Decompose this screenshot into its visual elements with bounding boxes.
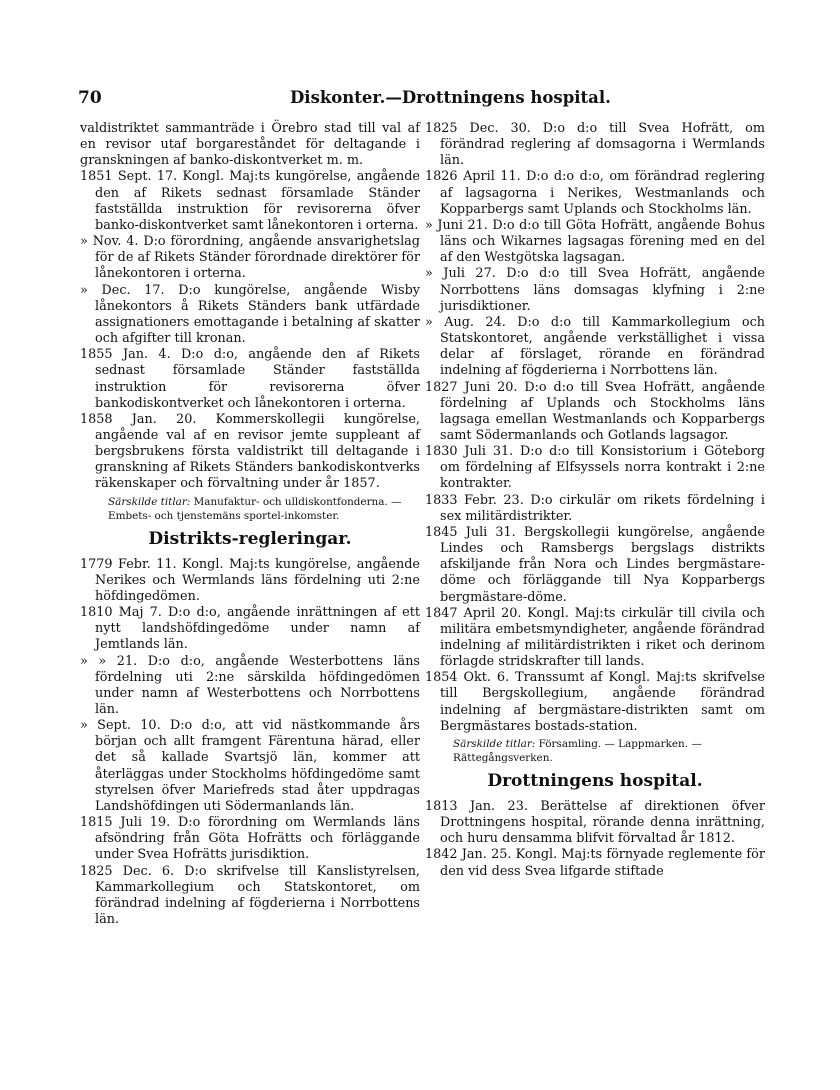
section-heading-drottningens-hospital: Drottningens hospital. <box>487 770 703 791</box>
see-also-note <box>80 495 420 523</box>
see-also-note <box>425 737 765 765</box>
entry-1851-dec-17: » Dec. 17. D:o kungörelse, angående Wisby lånekontors å Rikets Ständers bank utfärdade assignationers emottagande i betalning af skatter och afgifter till kronan. <box>80 282 420 347</box>
entry-1842-jan-25: 1842 Jan. 25. Kongl. Maj:ts förnyade reglemente för den vid dess Svea lifgarde stiftade <box>425 847 765 879</box>
see-also-text: Församling. — Lappmarken. — Rättegångsverken. <box>453 737 702 764</box>
entry-1825-dec-6: 1825 Dec. 6. D:o skrifvelse till Kanslistyrelsen, Kammarkollegium och Statskontoret, om förändrad indelning af fögderierna i Norrbottens län. <box>80 863 420 928</box>
section-heading-distrikts-regleringar: Distrikts-regleringar. <box>148 528 352 549</box>
entry-1851-nov-4: » Nov. 4. D:o förordning, angående ansvarighetslag för de af Rikets Ständer förordnade direktörer för lånekontoren i orterna. <box>80 234 420 282</box>
entry-1830-juli-31: 1830 Juli 31. D:o d:o till Konsistorium i Göteborg om fördelning af Elfsyssels norra kontrakt i 2:ne kontrakter. <box>425 444 765 492</box>
entry-1825-dec-30: 1825 Dec. 30. D:o d:o till Svea Hofrätt, om förändrad reglering af domsagorna i Wermlands län. <box>425 121 765 169</box>
entry-continuation: valdistriktet sammanträde i Örebro stad till val af en revisor utaf borgareståndet för deltagande i granskningen af banko-diskontverket m. m. <box>80 121 420 169</box>
entry-1845-juli-31: 1845 Juli 31. Bergskollegii kungörelse, angående Lindes och Ramsbergs bergslags distrikts afskiljande från Nora och Lindes bergmästare-döme och förläggande till Nya Kopparbergs bergmästare-döme. <box>425 524 765 605</box>
entry-1826-juni-21: » Juni 21. D:o d:o till Göta Hofrätt, angående Bohus läns och Wikarnes lagsagas förening med en del af den Westgötska lagsagan. <box>425 217 765 266</box>
see-also-text: Manufaktur- och ulldiskontfonderna. — Embets- och tjenstemäns sportel-inkomster. <box>108 495 402 522</box>
entry-1826-juli-27: » Juli 27. D:o d:o till Svea Hofrätt, angående Norrbottens läns domsagas klyfning i 2:ne jurisdiktioner. <box>425 266 765 314</box>
entry-1858-jan-20: 1858 Jan. 20. Kommerskollegii kungörelse, angående val af en revisor jemte suppleant af bergsbrukens första valdistrikt till deltagande i granskning af Rikets Ständers bankodiskontverks räkenskaper och förvaltning under år 1857. <box>80 411 420 492</box>
entry-1854-okt-6: 1854 Okt. 6. Transsumt af Kongl. Maj:ts skrifvelse till Bergskollegium, angående förändrad indelning af bergmästare-distrikten samt om Bergmästares bostads-station. <box>425 670 765 734</box>
entry-1810-maj-21: » » 21. D:o d:o, angående Westerbottens läns fördelning uti 2:ne särskilda höfdingedömen under namn af Westerbottens och Norrbottens län. <box>80 653 420 717</box>
running-title: Diskonter.—Drottningens hospital. <box>290 88 611 107</box>
page-number: 70 <box>78 88 102 108</box>
entry-1827-juni-20: 1827 Juni 20. D:o d:o till Svea Hofrätt, angående fördelning af Uplands och Stockholms läns lagsaga emellan Westmanlands och Kopparbergs samt Södermanlands och Gotlands lagsagor. <box>425 379 765 443</box>
entry-1815-juli-19: 1815 Juli 19. D:o förordning om Wermlands läns afsöndring från Göta Hofrätts och förläggande under Svea Hofrätts jurisdiktion. <box>80 815 420 863</box>
left-column <box>80 121 420 928</box>
see-also-label: Särskilde titlar: <box>108 495 191 508</box>
entry-1813-jan-23: 1813 Jan. 23. Berättelse af direktionen öfver Drottningens hospital, rörande denna inrättning, och huru densamma blifvit förvaltad år 1812. <box>425 798 765 847</box>
entry-1833-febr-23: 1833 Febr. 23. D:o cirkulär om rikets fördelning i sex militärdistrikter. <box>425 492 765 524</box>
entry-1810-sept-10: » Sept. 10. D:o d:o, att vid nästkommande års början och allt framgent Färentuna härad, eller det så kallade Svartsjö län, kommer att återläggas under Stockholms höfdingedöme samt styrelsen öfver Mariefreds stad åter uppdragas Landshöfdingen uti Södermanlands län. <box>80 718 420 814</box>
entry-1779-febr-11: 1779 Febr. 11. Kongl. Maj:ts kungörelse, angående Nerikes och Wermlands läns fördelning uti 2:ne höfdingedömen. <box>80 556 420 604</box>
entry-1826-aug-24: » Aug. 24. D:o d:o till Kammarkollegium och Statskontoret, angående verkställighet i vissa delar af förslaget, rörande en förändrad indelning af fögderierna i Norrbottens län. <box>425 314 765 379</box>
right-column <box>425 121 765 880</box>
see-also-label: Särskilde titlar: <box>453 737 536 750</box>
entry-1855-jan-4: 1855 Jan. 4. D:o d:o, angående den af Rikets sednast församlade Ständer fastställda instruktion för revisorerna öfver bankodiskontverket och lånekontoren i orterna. <box>80 347 420 411</box>
entry-1851-sept-17: 1851 Sept. 17. Kongl. Maj:ts kungörelse, angående den af Rikets sednast församlade Ständer fastställda instruktion för revisorerna öfver banko-diskontverket samt lånekontoren i orterna. <box>80 169 420 233</box>
entry-1810-maj-7: 1810 Maj 7. D:o d:o, angående inrättningen af ett nytt landshöfdingedöme under namn af Jemtlands län. <box>80 605 420 653</box>
entry-1847-april-20: 1847 April 20. Kongl. Maj:ts cirkulär till civila och militära embetsmyndigheter, angående förändrad indelning af militärdistrikten i riket och derinom förlagde stridskrafter till lands. <box>425 605 765 670</box>
entry-1826-april-11: 1826 April 11. D:o d:o d:o, om förändrad reglering af lagsagorna i Nerikes, Westmanlands och Kopparbergs samt Uplands och Stockholms län. <box>425 169 765 217</box>
page-header <box>78 88 768 112</box>
